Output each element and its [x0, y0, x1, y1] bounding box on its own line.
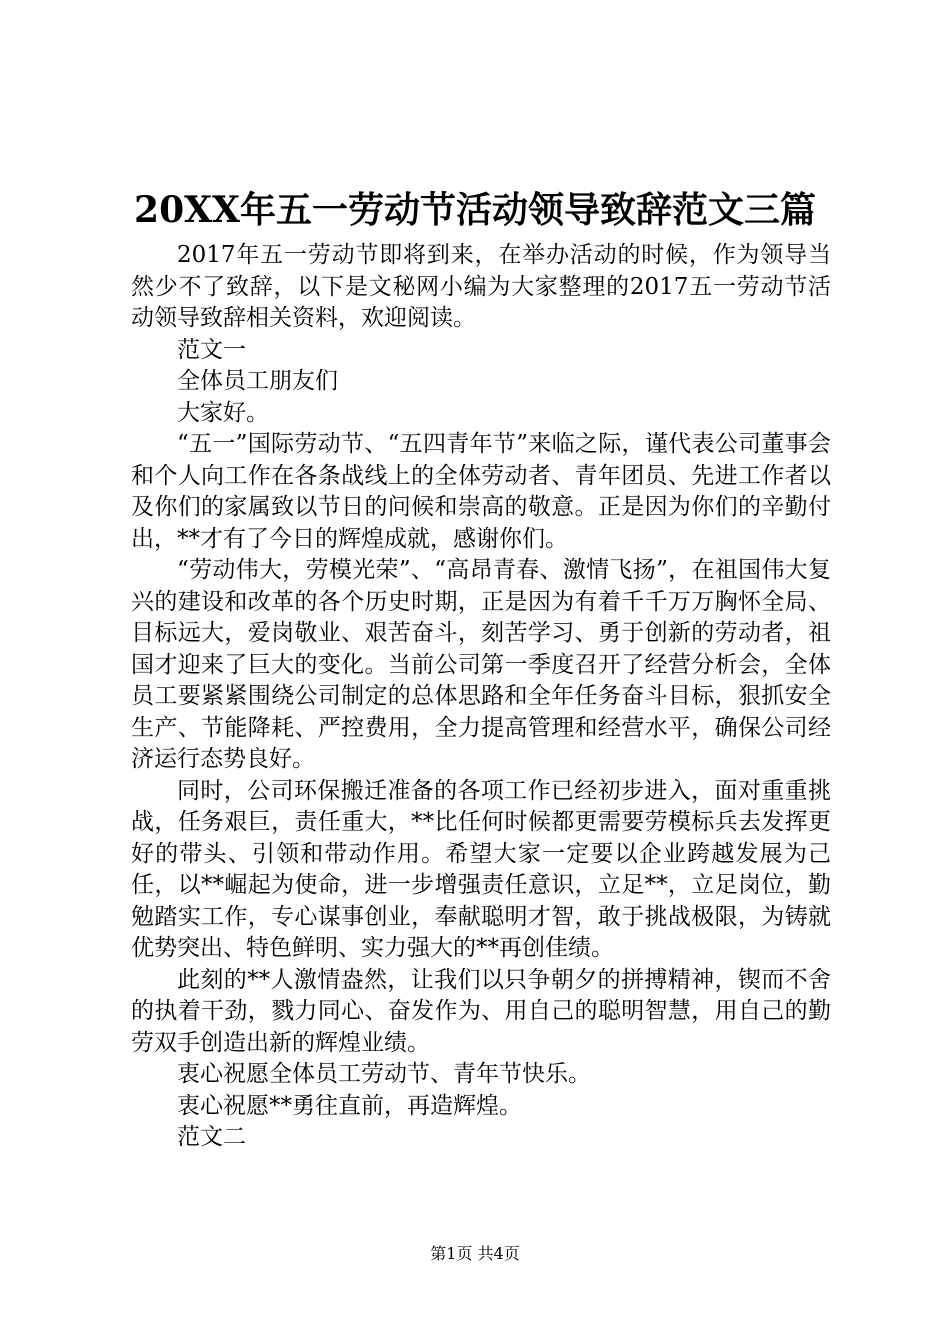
- paragraph-wish-2: 衷心祝愿**勇往直前，再造辉煌。: [177, 1092, 522, 1119]
- paragraph-body-3: 同时，公司环保搬迁准备的各项工作已经初步进入，面对重重挑战，任务艰巨，责任重大，**比任何时候都更需要劳模标兵去发挥更好的带头、引领和带动作用。希望大家一定要以企业跨越发展为己任，以**崛起为使命，进一步增强责任意识，立足**，立足岗位，勤勉踏实工作，专心谋事创业，奉献聪明才智，敢于挑战极限，为铸就优势突出、特色鲜明、实力强大的**再创佳绩。: [131, 777, 831, 961]
- paragraph-sample-one-heading: 范文一: [177, 336, 246, 363]
- paragraph-body-4: 此刻的**人激情盎然，让我们以只争朝夕的拼搏精神，锲而不舍的执着干劲，戮力同心、奋发作为、用自己的聪明智慧，用自己的勤劳双手创造出新的辉煌业绩。: [131, 966, 831, 1056]
- document-body: [131, 240, 831, 1154]
- paragraph-body-1: “五一”国际劳动节、“五四青年节”来临之际，谨代表公司董事会和个人向工作在各条战线上的全体劳动者、青年团员、先进工作者以及你们的家属致以节日的问候和崇高的敬意。正是因为你们的辛勤付出，**才有了今日的辉煌成就，感谢你们。: [131, 431, 831, 552]
- paragraph-wish-1: 衷心祝愿全体员工劳动节、青年节快乐。: [177, 1061, 591, 1087]
- paragraph-greeting: 大家好。: [177, 399, 269, 426]
- paragraph-sample-two-heading: 范文二: [177, 1124, 246, 1150]
- page-number-footer: 第1页 共4页: [430, 1244, 520, 1263]
- paragraph-salutation: 全体员工朋友们: [177, 368, 338, 394]
- paragraph-intro: 2017年五一劳动节即将到来，在举办活动的时候，作为领导当然少不了致辞，以下是文秘网小编为大家整理的2017五一劳动节活动领导致辞相关资料，欢迎阅读。: [131, 242, 831, 331]
- document-title: 20XX年五一劳动节活动领导致辞范文三篇: [134, 189, 816, 231]
- paragraph-body-2: “劳动伟大，劳模光荣”、“高昂青春、激情飞扬”，在祖国伟大复兴的建设和改革的各个历史时期，正是因为有着千千万万胸怀全局、目标远大，爱岗敬业、艰苦奋斗，刻苦学习、勇于创新的劳动者，祖国才迎来了巨大的变化。当前公司第一季度召开了经营分析会，全体员工要紧紧围绕公司制定的总体思路和全年任务奋斗目标，狠抓安全生产、节能降耗、严控费用，全力提高管理和经营水平，确保公司经济运行态势良好。: [131, 557, 831, 772]
